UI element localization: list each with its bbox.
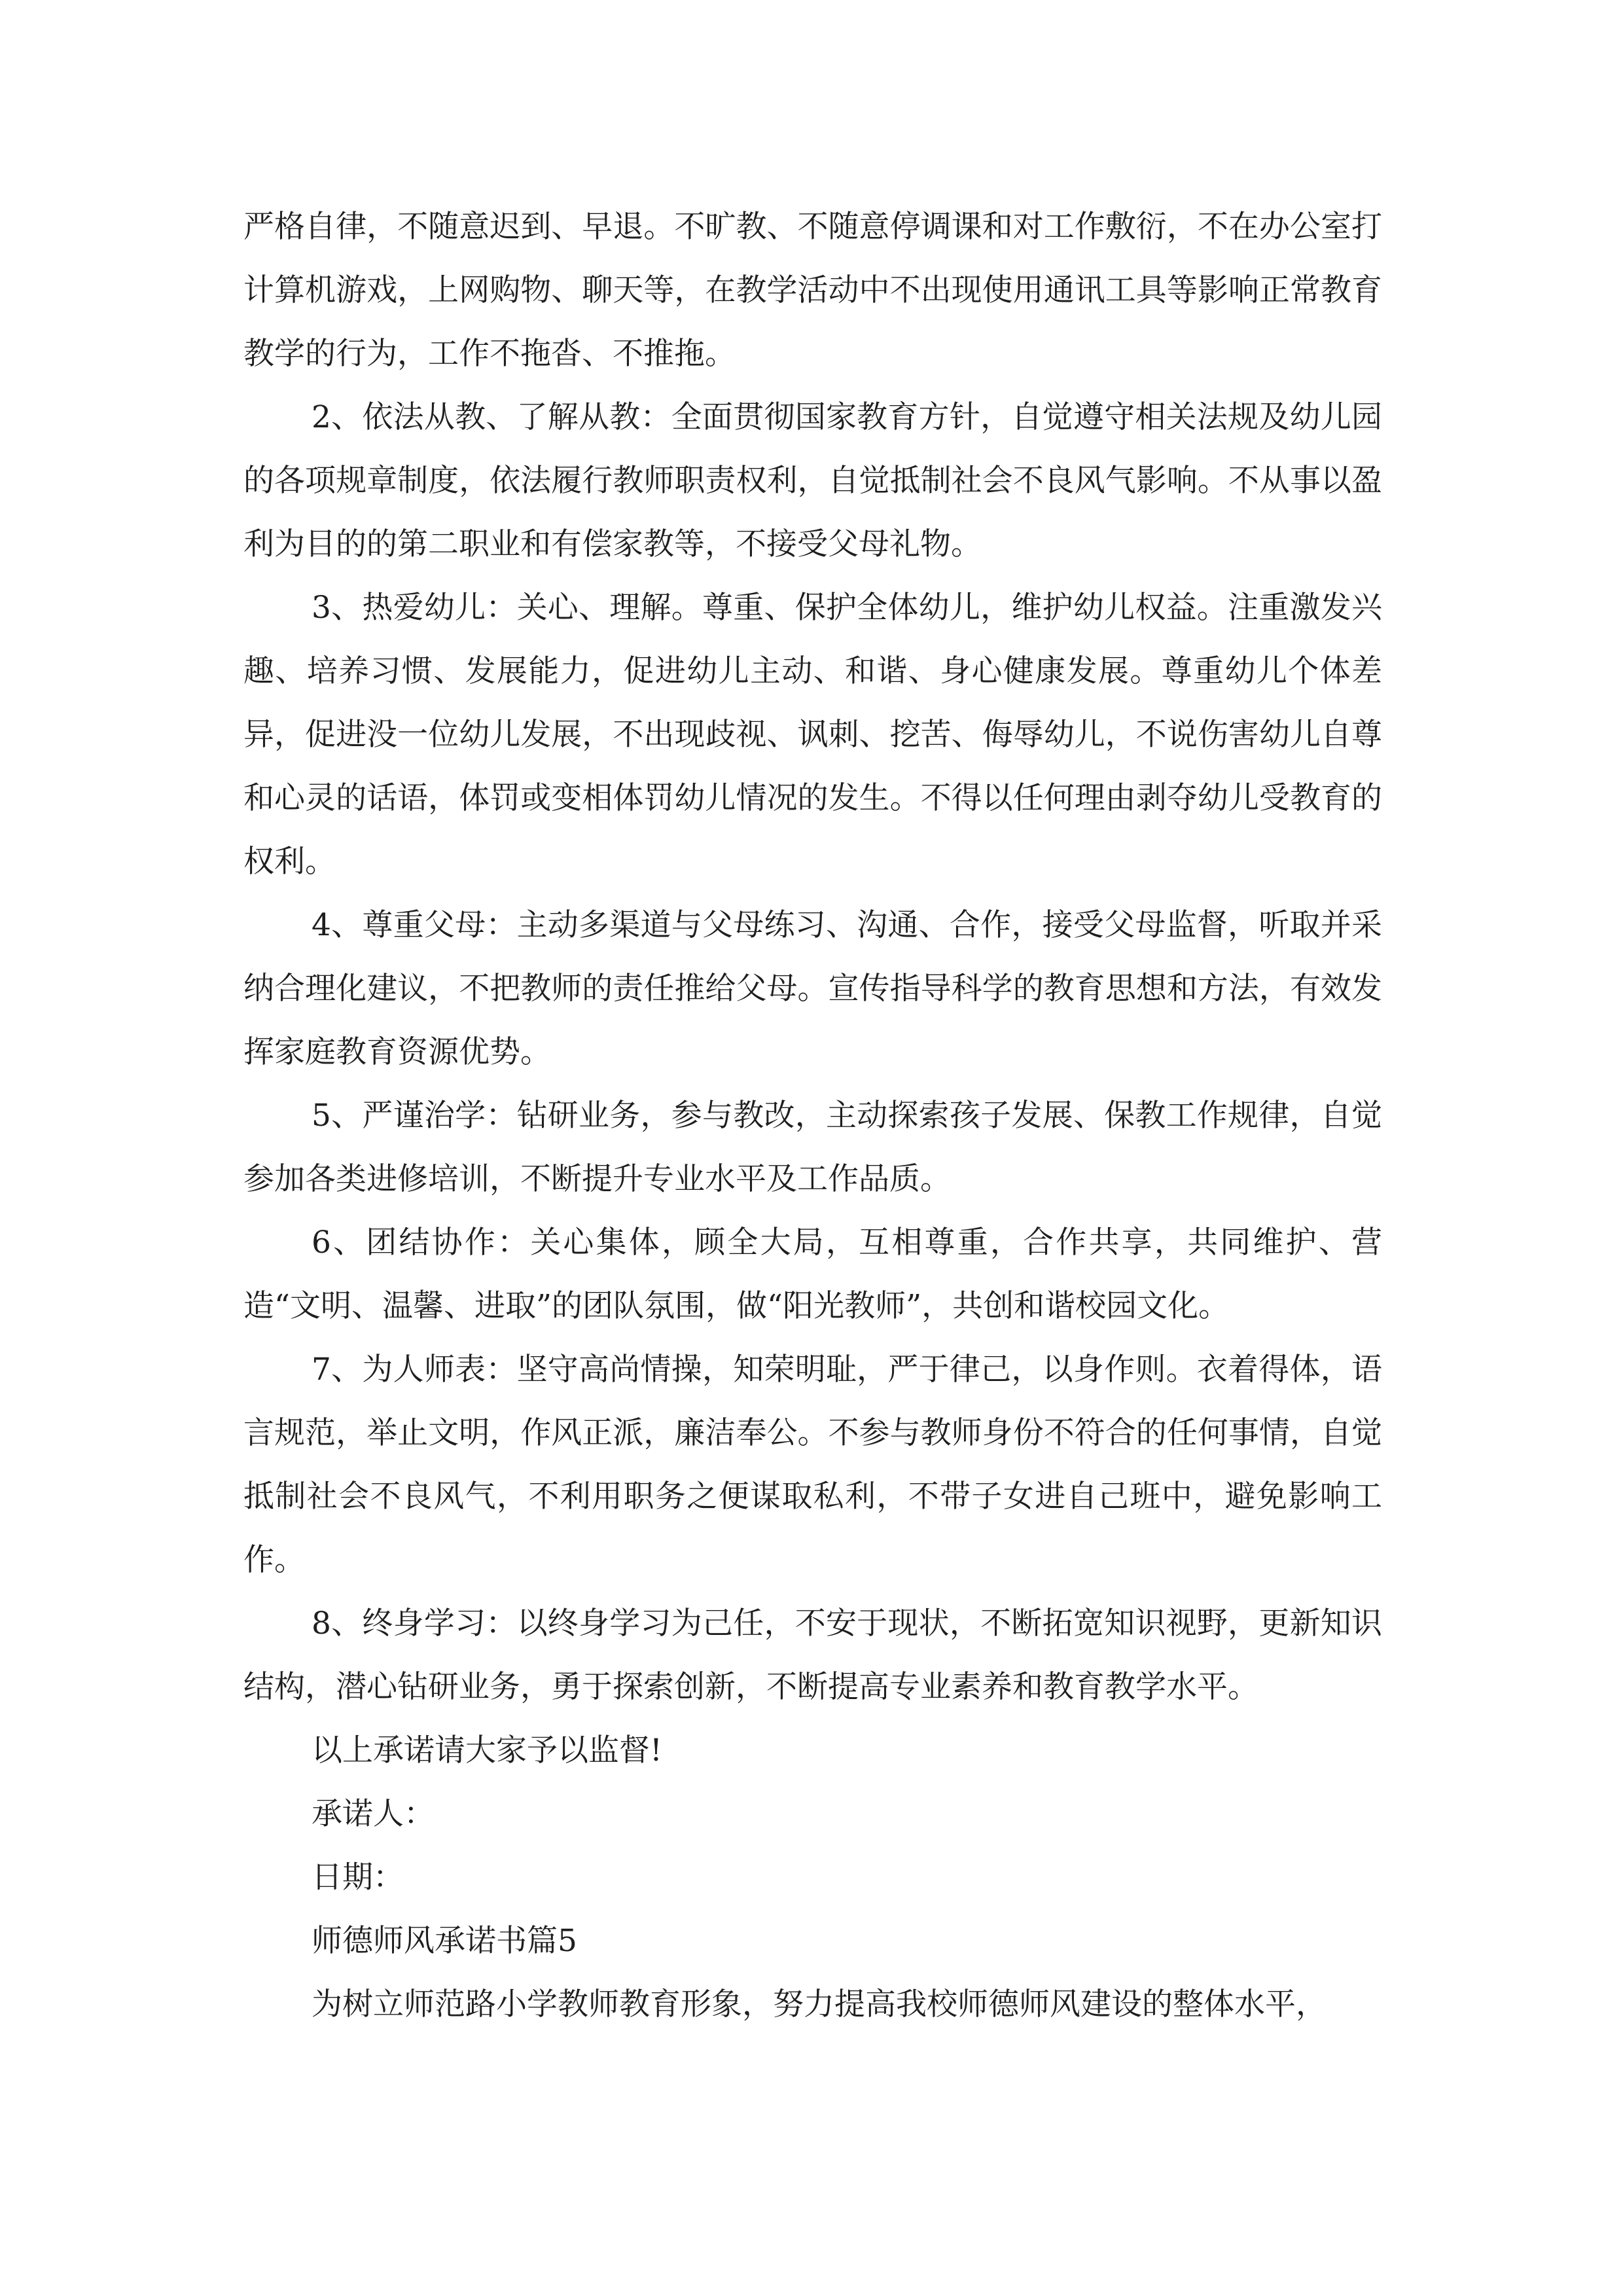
paragraph-item-3: 3、热爱幼儿：关心、理解。尊重、保护全体幼儿，维护幼儿权益。注重激发兴趣、培养习惯、发展能力，促进幼儿主动、和谐、身心健康发展。尊重幼儿个体差异，促进没一位幼儿发展，不出现歧视、讽刺、挖苦、侮辱幼儿，不说伤害幼儿自尊和心灵的话语，体罚或变相体罚幼儿情况的发生。不得以任何理由剥夺幼儿受教育的权利。 [243, 590, 1382, 880]
paragraph-item-7: 7、为人师表：坚守高尚情操，知荣明耻，严于律己，以身作则。衣着得体，语言规范，举止文明，作风正派，廉洁奉公。不参与教师身份不符合的任何事情，自觉抵制社会不良风气，不利用职务之便谋取私利，不带子女进自己班中，避免影响工作。 [243, 1352, 1382, 1578]
paragraph-item-2: 2、依法从教、了解从教：全面贯彻国家教育方针，自觉遵守相关法规及幼儿园的各项规章制度，依法履行教师职责权利，自觉抵制社会不良风气影响。不从事以盈利为目的的第二职业和有偿家教等，不接受父母礼物。 [243, 399, 1382, 562]
document-body [243, 195, 1382, 2036]
paragraph-next-section: 为树立师范路小学教师教育形象，努力提高我校师德师风建设的整体水平， [312, 1986, 1327, 2022]
signatory-label: 承诺人： [312, 1796, 435, 1832]
paragraph-item-6: 6、团结协作：关心集体，顾全大局，互相尊重，合作共享，共同维护、营造“文明、温馨、进取”的团队氛围，做“阳光教师”，共创和谐校园文化。 [243, 1225, 1382, 1324]
paragraph-item-5: 5、严谨治学：钻研业务，参与教改，主动探索孩子发展、保教工作规律，自觉参加各类进修培训，不断提升专业水平及工作品质。 [243, 1098, 1382, 1197]
section-heading: 师德师风承诺书篇5 [312, 1923, 577, 1959]
paragraph-item-8: 8、终身学习：以终身学习为己任，不安于现状，不断拓宽知识视野，更新知识结构，潜心钻研业务，勇于探索创新，不断提高专业素养和教育教学水平。 [243, 1605, 1382, 1705]
closing-statement: 以上承诺请大家予以监督! [312, 1732, 662, 1768]
paragraph-item-4: 4、尊重父母：主动多渠道与父母练习、沟通、合作，接受父母监督，听取并采纳合理化建议，不把教师的责任推给父母。宣传指导科学的教育思想和方法，有效发挥家庭教育资源优势。 [243, 907, 1382, 1070]
paragraph-continuation: 严格自律，不随意迟到、早退。不旷教、不随意停调课和对工作敷衍，不在办公室打计算机游戏，上网购物、聊天等，在教学活动中不出现使用通讯工具等影响正常教育教学的行为，工作不拖沓、不推拖。 [243, 209, 1382, 372]
date-label: 日期： [312, 1859, 404, 1895]
